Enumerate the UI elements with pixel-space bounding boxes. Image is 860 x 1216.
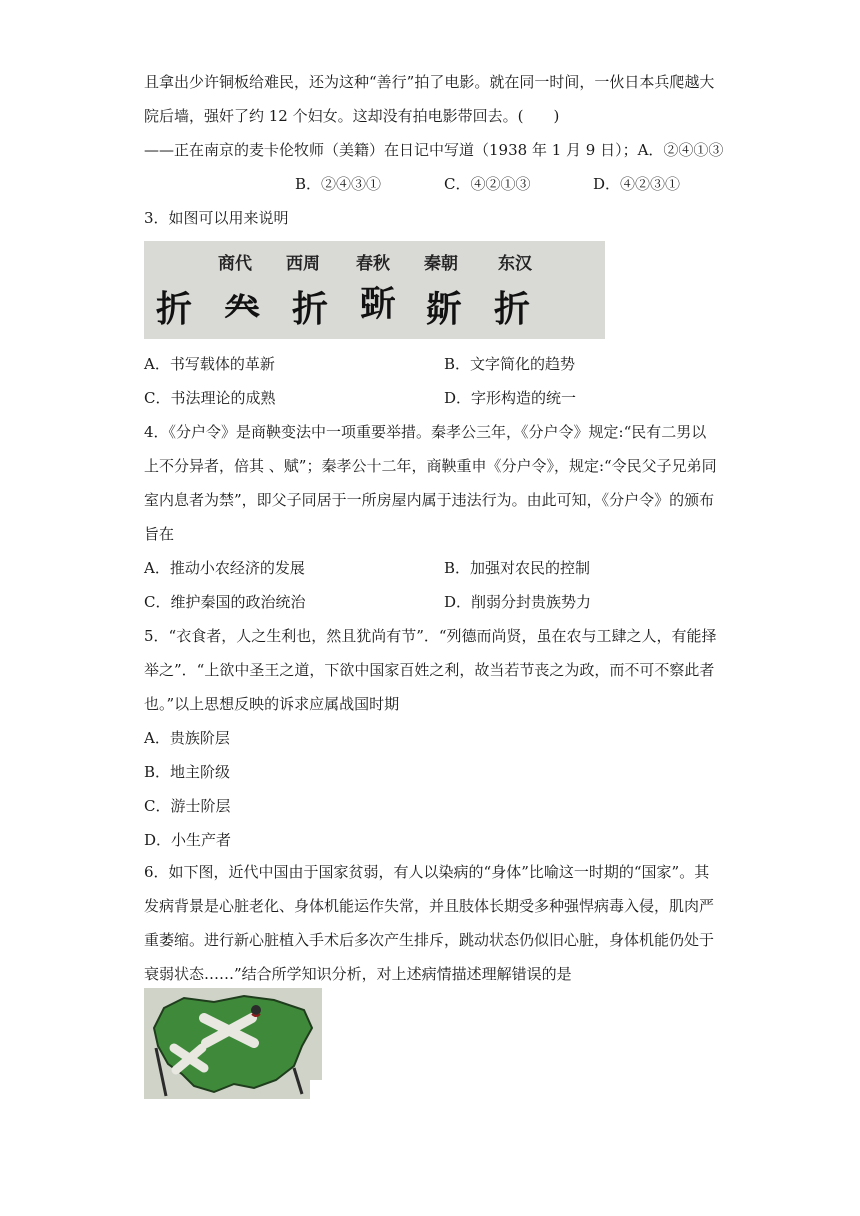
character-evolution-figure: [144, 241, 605, 339]
character-glyph: 𠔉: [224, 288, 261, 330]
q4-text-line: 4．《分户令》是商鞅变法中一项重要举措。秦孝公三年，《分户令》规定:“民有二男以: [144, 423, 707, 441]
q4-option-a: A．推动小农经济的发展: [144, 559, 305, 577]
q4-option-c: C．维护秦国的政治统治: [144, 593, 306, 611]
q2-option-c: C．④②①③: [444, 175, 531, 193]
q5-option-a: A．贵族阶层: [144, 729, 230, 747]
q6-text-line: 衰弱状态……”结合所学知识分析，对上述病情描述理解错误的是: [144, 965, 572, 983]
character-glyph: 折: [292, 288, 329, 330]
china-map-cartoon: [144, 988, 322, 1099]
q2-option-b: B．②④③①: [295, 175, 382, 193]
q3-stem: 3．如图可以用来说明: [144, 209, 289, 227]
q5-option-c: C．游士阶层: [144, 797, 231, 815]
q4-text-line: 上不分异者，倍其 、赋”；秦孝公十二年，商鞅重申《分户令》，规定:“令民父子兄弟同: [144, 457, 717, 475]
q2-source-line: ——正在南京的麦卡伦牧师（美籍）在日记中写道（1938 年 1 月 9 日）；A．②④①③: [144, 141, 724, 159]
q4-text-line: 旨在: [144, 525, 175, 543]
era-label: 春秋: [356, 254, 390, 274]
character-glyph: 㪿: [426, 288, 463, 330]
q3-option-a: A．书写载体的革新: [144, 355, 275, 373]
q3-option-c: C．书法理论的成熟: [144, 389, 276, 407]
q5-option-d: D．小生产者: [144, 831, 232, 849]
era-label: 东汉: [498, 254, 532, 274]
q2-text-line-1: 且拿出少许铜板给难民，还为这种“善行”拍了电影。就在同一时间，一伙日本兵爬越大: [144, 73, 715, 91]
era-label: 商代: [218, 254, 252, 274]
q5-option-b: B．地主阶级: [144, 763, 231, 781]
character-glyph: 𣂪: [360, 283, 397, 325]
q6-text-line: 6．如下图，近代中国由于国家贫弱，有人以染病的“身体”比喻这一时期的“国家”。其: [144, 863, 710, 881]
q5-text-line: 5．“衣食者，人之生利也，然且犹尚有节”．“列德而尚贤，虽在农与工肆之人，有能择: [144, 627, 717, 645]
q4-option-b: B．加强对农民的控制: [444, 559, 591, 577]
q3-option-d: D．字形构造的统一: [444, 389, 577, 407]
q4-text-line: 室内息者为禁”，即父子同居于一所房屋内属于违法行为。由此可知，《分户令》的颁布: [144, 491, 715, 509]
q6-text-line: 发病背景是心脏老化、身体机能运作失常，并且肢体长期受多种强悍病毒入侵，肌肉严: [144, 897, 715, 915]
q5-text-line: 举之”．“上欲中圣王之道，下欲中国家百姓之利，故当若节丧之为政，而不可不察此者: [144, 661, 715, 679]
character-glyph: 折: [494, 288, 531, 330]
character-glyph: 折: [156, 288, 193, 330]
sick-china-cartoon-figure: [144, 988, 322, 1099]
q2-option-d: D．④②③①: [593, 175, 681, 193]
era-label: 西周: [286, 254, 320, 274]
q5-text-line: 也。”以上思想反映的诉求应属战国时期: [144, 695, 400, 713]
q4-option-d: D．削弱分封贵族势力: [444, 593, 592, 611]
q3-option-b: B．文字简化的趋势: [444, 355, 576, 373]
era-label: 秦朝: [424, 254, 458, 274]
q6-text-line: 重萎缩。进行新心脏植入手术后多次产生排斥，跳动状态仍似旧心脏，身体机能仍处于: [144, 931, 715, 949]
q2-text-line-2: 院后墙，强奸了约 12 个妇女。这却没有拍电影带回去。( ): [144, 107, 560, 125]
